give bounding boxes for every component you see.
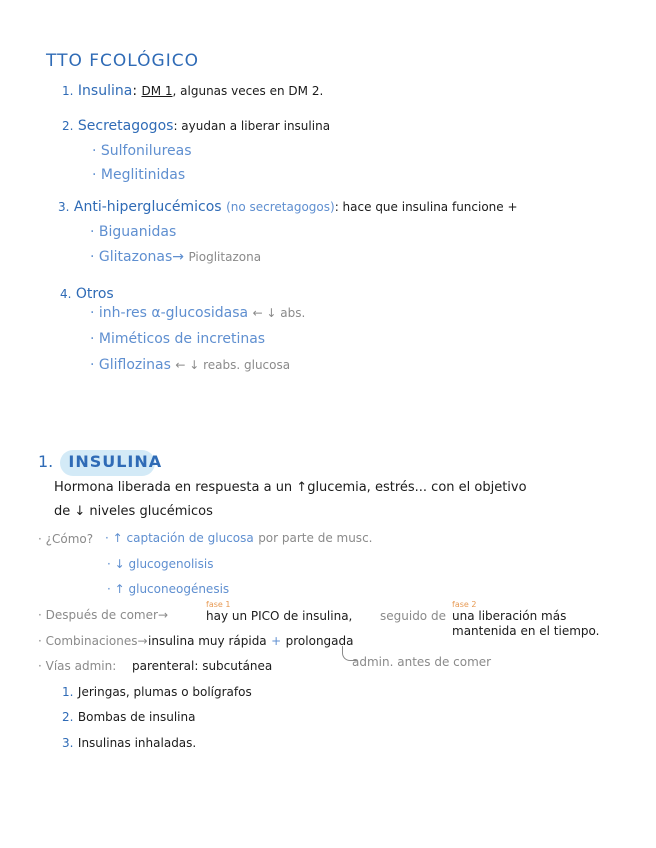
section-heading <box>38 453 162 471</box>
sub-item-note: Pioglitazona <box>188 250 262 264</box>
definition-line-1: Hormona liberada en respuesta a un ↑glucemia, estrés... con el objetivo <box>54 480 527 495</box>
item-number: 4. <box>60 287 72 301</box>
sub-item-glitazonas <box>90 248 261 266</box>
despues-text: · Después de comer <box>38 608 158 622</box>
item-number: 1. <box>62 84 74 98</box>
vias-note: admin. antes de comer <box>352 655 492 669</box>
outline-item-4 <box>60 285 114 303</box>
section-title: INSULINA <box>68 452 163 471</box>
item-text: , algunas veces en DM 2. <box>172 84 324 98</box>
item-label: Secretagogos <box>77 118 174 134</box>
insulina-rapida: insulina muy rápida <box>148 634 267 648</box>
list-text: Jeringas, plumas o bolígrafos <box>77 685 252 699</box>
sub-item-label: · inh-res α-glucosidasa <box>90 305 249 321</box>
item-number: 2. <box>62 119 74 133</box>
combinaciones-text: · Combinaciones <box>38 634 138 648</box>
despues-text-3: una liberación más <box>452 609 567 623</box>
list-number: 3. <box>62 736 74 750</box>
item-number: 3. <box>58 200 70 214</box>
fase-2-note: fase 2 <box>452 600 477 609</box>
sub-item-inh-res <box>90 304 305 322</box>
como-bullet-2: · ↓ glucogenolisis <box>107 557 214 571</box>
despues-label <box>38 606 168 624</box>
sub-item-note: ← ↓ abs. <box>252 306 306 320</box>
bullet-note: por parte de musc. <box>258 531 373 545</box>
definition-line-2: de ↓ niveles glucémicos <box>54 504 213 519</box>
plus-sign: + <box>271 634 282 648</box>
page-title: TTO FCOLÓGICO <box>46 51 199 71</box>
sub-item-label: · Glitazonas <box>90 249 173 265</box>
outline-item-3 <box>58 198 518 216</box>
vias-text: parenteral: subcutánea <box>132 659 273 673</box>
list-number: 1. <box>62 685 74 699</box>
sub-item-mimeticos: · Miméticos de incretinas <box>90 331 266 347</box>
outline-item-2 <box>62 117 330 135</box>
arrow-icon: → <box>137 634 148 648</box>
list-text: Bombas de insulina <box>77 710 196 724</box>
arrow-icon: → <box>172 249 184 265</box>
sub-item-sulfonilureas: · Sulfonilureas <box>92 143 192 159</box>
item-label: Anti-hiperglucémicos <box>73 199 222 215</box>
list-item <box>62 683 252 701</box>
bullet-text: · ↑ captación de glucosa <box>105 531 254 545</box>
fase-1-note: fase 1 <box>206 600 231 609</box>
sub-item-gliflozinas <box>90 356 290 374</box>
colon: : <box>132 83 138 99</box>
section-number: 1. <box>38 452 54 471</box>
arrow-icon: → <box>157 608 168 622</box>
despues-text-4: mantenida en el tiempo. <box>452 624 600 638</box>
sub-item-note: ← ↓ reabs. glucosa <box>175 358 291 372</box>
item-paren: (no secretagogos) <box>226 200 335 214</box>
despues-text-1: hay un PICO de insulina, <box>206 609 353 623</box>
item-text: : ayudan a liberar insulina <box>173 119 331 133</box>
despues-text-2: seguido de <box>380 609 446 623</box>
como-bullet-3: · ↑ gluconeogénesis <box>107 582 230 596</box>
como-bullet-1 <box>105 529 372 547</box>
como-label: · ¿Cómo? <box>38 532 94 546</box>
sub-item-label: · Gliflozinas <box>90 357 171 373</box>
combinaciones-content <box>148 632 354 650</box>
vias-label: · Vías admin: <box>38 659 117 673</box>
list-item <box>62 734 196 752</box>
item-label: Insulina <box>77 83 133 99</box>
prolongada: prolongada <box>285 634 354 648</box>
dm1-label: DM 1 <box>141 84 173 98</box>
outline-item-1 <box>62 82 323 100</box>
item-text: : hace que insulina funcione + <box>334 200 518 214</box>
sub-item-meglitinidas: · Meglitinidas <box>92 167 186 183</box>
sub-item-biguanidas: · Biguanidas <box>90 224 177 240</box>
item-label: Otros <box>75 286 114 302</box>
list-number: 2. <box>62 710 74 724</box>
list-text: Insulinas inhaladas. <box>77 736 197 750</box>
combinaciones-label <box>38 632 148 650</box>
list-item <box>62 708 195 726</box>
